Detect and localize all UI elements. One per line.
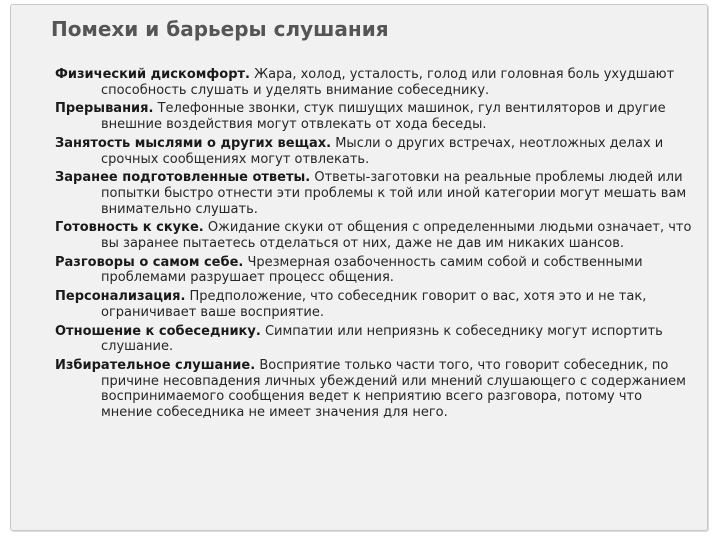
item-text: Телефонные звонки, стук пишущих машинок, гул вентиляторов и другие внешние воздействия могут отвлекать от хода беседы.	[101, 101, 666, 133]
item-term: Заранее подготовленные ответы.	[55, 170, 311, 186]
item-term: Отношение к собеседнику.	[55, 323, 261, 339]
list-item	[55, 324, 695, 355]
item-term: Физический дискомфорт.	[55, 67, 250, 82]
list-item	[55, 289, 695, 320]
list-item	[55, 136, 695, 167]
list-item	[55, 101, 695, 132]
item-text: Симпатии или неприязнь к собеседнику могут испортить слушание.	[101, 323, 663, 355]
item-text: Чрезмерная озабоченность самим собой и собственными проблемами разрушает процесс общения.	[101, 254, 643, 286]
item-term: Прерывания.	[55, 101, 154, 117]
item-text: Ожидание скуки от общения с определенными людьми означает, что вы заранее пытаетесь отделаться от них, даже не дав им никаких шансов.	[101, 220, 692, 252]
item-term: Персонализация.	[55, 289, 186, 305]
slide-frame	[10, 4, 708, 531]
list-item	[55, 255, 695, 286]
list-item	[55, 67, 695, 98]
item-text: Жара, холод, усталость, голод или головная боль ухудшают способность слушать и уделять внимание собеседнику.	[101, 67, 675, 98]
barriers-list	[55, 67, 695, 424]
item-text: Предположение, что собеседник говорит о вас, хотя это и не так, ограничивает ваше восприятие.	[101, 289, 647, 320]
item-text: Ответы-заготовки на реальные проблемы людей или попытки быстро отнести эти проблемы к той или иной категории могут мешать вам внимательно слушать.	[101, 170, 687, 217]
list-item	[55, 358, 695, 421]
list-item	[55, 220, 695, 251]
slide-title: Помехи и барьеры слушания	[51, 17, 389, 41]
list-item	[55, 170, 695, 217]
item-text: Восприятие только части того, что говорит собеседник, по причине несовпадения личных убеждений или мнений слушающего с содержанием воспринимаемого сообщения ведет к неприятию всего разговора, потому что мнение собеседника не имеет значения для него.	[101, 357, 686, 421]
item-term: Разговоры о самом себе.	[55, 254, 244, 270]
item-term: Готовность к скуке.	[55, 220, 204, 236]
item-term: Избирательное слушание.	[55, 357, 256, 373]
item-text: Мысли о других встречах, неотложных делах и срочных сообщениях могут отвлекать.	[101, 135, 664, 167]
item-term: Занятость мыслями о других вещах.	[55, 135, 332, 151]
